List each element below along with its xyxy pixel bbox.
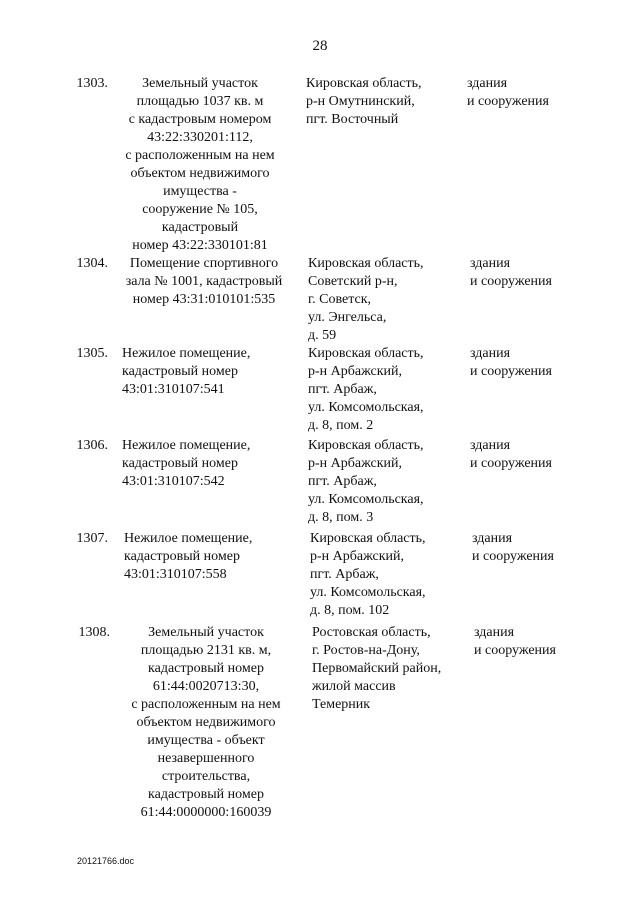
address-line: ул. Комсомольская, xyxy=(308,400,424,415)
address-line: р-н Омутнинский, xyxy=(306,94,415,109)
address-line: р-н Арбажский, xyxy=(310,549,405,564)
type-line: здания xyxy=(470,256,511,271)
description-line: кадастровый номер xyxy=(148,787,264,802)
entry-number: 1307. xyxy=(76,531,108,546)
entry-type xyxy=(470,437,590,473)
entry-description xyxy=(114,255,294,309)
description-line: 43:01:310107:558 xyxy=(124,567,227,582)
description-line: Земельный участок xyxy=(142,76,258,91)
address-line: Темерник xyxy=(312,697,371,712)
document-filename: 20121766.doc xyxy=(77,856,135,866)
description-line: с расположенным на нем xyxy=(125,148,275,163)
description-line: строительства, xyxy=(161,769,251,784)
address-line: ул. Энгельса, xyxy=(308,310,387,325)
page-number: 28 xyxy=(312,38,328,54)
description-line: 43:01:310107:541 xyxy=(122,382,225,397)
address-line: пгт. Арбаж, xyxy=(308,474,377,489)
entry-address xyxy=(312,624,472,714)
entry-address xyxy=(308,437,468,527)
description-line: Земельный участок xyxy=(148,625,264,640)
description-line: Нежилое помещение, xyxy=(124,531,253,546)
type-line: и сооружения xyxy=(470,364,552,379)
entry-type xyxy=(474,624,594,660)
type-line: здания xyxy=(472,531,513,546)
description-line: 43:22:330201:112, xyxy=(147,130,253,145)
entry-number: 1303. xyxy=(76,76,108,91)
address-line: ул. Комсомольская, xyxy=(310,585,426,600)
entry-description xyxy=(110,75,290,255)
address-line: Кировская область, xyxy=(306,76,422,91)
address-line: д. 8, пом. 3 xyxy=(308,510,374,525)
description-line: номер 43:22:330101:81 xyxy=(132,238,268,253)
address-line: д. 8, пом. 102 xyxy=(310,603,390,618)
description-line: номер 43:31:010101:535 xyxy=(132,292,276,307)
entry-description xyxy=(122,345,302,399)
description-line: кадастровый номер xyxy=(148,661,264,676)
address-line: пгт. Арбаж, xyxy=(310,567,379,582)
description-line: кадастровый номер xyxy=(122,456,238,471)
type-line: и сооружения xyxy=(472,549,554,564)
address-line: г. Ростов-на-Дону, xyxy=(312,643,420,658)
address-line: Советский р-н, xyxy=(308,274,398,289)
description-line: площадью 2131 кв. м, xyxy=(140,643,272,658)
type-line: здания xyxy=(470,438,511,453)
description-line: площадью 1037 кв. м xyxy=(136,94,264,109)
entry-type xyxy=(470,255,590,291)
type-line: здания xyxy=(467,76,508,91)
description-line: сооружение № 105, xyxy=(142,202,258,217)
description-line: Нежилое помещение, xyxy=(122,438,251,453)
entry-description xyxy=(122,437,302,491)
description-line: незавершенного xyxy=(157,751,255,766)
address-line: жилой массив xyxy=(312,679,396,694)
address-line: Кировская область, xyxy=(308,256,424,271)
entry-number: 1308. xyxy=(78,625,110,640)
description-line: кадастровый номер xyxy=(122,364,238,379)
entry-type xyxy=(470,345,590,381)
entry-type xyxy=(467,75,587,111)
description-line: зала № 1001, кадастровый xyxy=(125,274,283,289)
address-line: ул. Комсомольская, xyxy=(308,492,424,507)
address-line: д. 59 xyxy=(308,328,337,343)
address-line: Кировская область, xyxy=(310,531,426,546)
description-line: кадастровый номер xyxy=(124,549,240,564)
description-line: 61:44:0000000:160039 xyxy=(140,805,272,820)
address-line: Первомайский район, xyxy=(312,661,442,676)
entry-number: 1305. xyxy=(76,346,108,361)
address-line: Ростовская область, xyxy=(312,625,431,640)
entry-address xyxy=(308,345,468,435)
entry-address xyxy=(306,75,466,129)
entry-number: 1306. xyxy=(76,438,108,453)
entry-description xyxy=(124,530,304,584)
address-line: пгт. Арбаж, xyxy=(308,382,377,397)
address-line: Кировская область, xyxy=(308,438,424,453)
description-line: имущества - объект xyxy=(147,733,265,748)
description-line: объектом недвижимого xyxy=(136,715,276,730)
description-line: с кадастровым номером xyxy=(128,112,272,127)
address-line: д. 8, пом. 2 xyxy=(308,418,374,433)
entry-address xyxy=(310,530,470,620)
description-line: 43:01:310107:542 xyxy=(122,474,225,489)
address-line: Кировская область, xyxy=(308,346,424,361)
type-line: и сооружения xyxy=(470,274,552,289)
type-line: и сооружения xyxy=(474,643,556,658)
description-line: Помещение спортивного xyxy=(129,256,279,271)
description-line: Нежилое помещение, xyxy=(122,346,251,361)
type-line: и сооружения xyxy=(470,456,552,471)
address-line: пгт. Восточный xyxy=(306,112,399,127)
address-line: г. Советск, xyxy=(308,292,372,307)
type-line: и сооружения xyxy=(467,94,549,109)
entry-description xyxy=(116,624,296,822)
description-line: имущества - xyxy=(163,184,237,199)
address-line: р-н Арбажский, xyxy=(308,364,403,379)
description-line: объектом недвижимого xyxy=(130,166,270,181)
description-line: 61:44:0020713:30, xyxy=(152,679,260,694)
entry-number: 1304. xyxy=(76,256,108,271)
address-line: р-н Арбажский, xyxy=(308,456,403,471)
type-line: здания xyxy=(474,625,515,640)
description-line: с расположенным на нем xyxy=(131,697,281,712)
entry-address xyxy=(308,255,468,345)
entry-type xyxy=(472,530,592,566)
description-line: кадастровый xyxy=(161,220,239,235)
type-line: здания xyxy=(470,346,511,361)
